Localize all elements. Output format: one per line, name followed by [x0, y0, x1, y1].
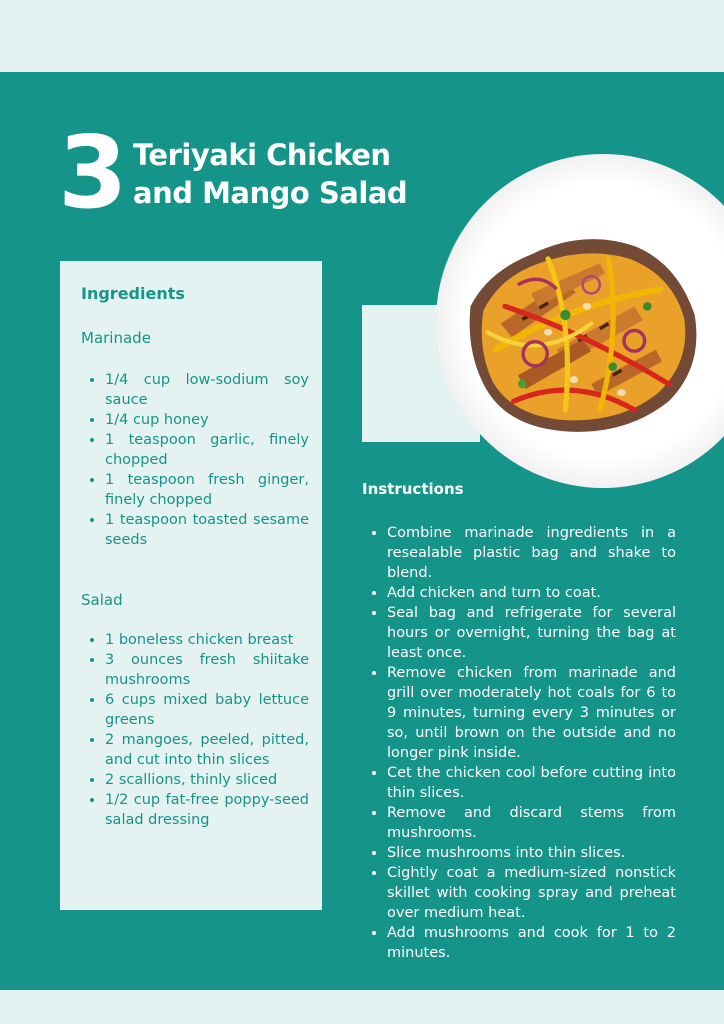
instruction-step: • Remove and discard stems from mushrooms. — [387, 803, 676, 843]
list-item: • 2 mangoes, peeled, pitted, and cut into thin slices — [105, 730, 309, 770]
list-item: • 1 teaspoon toasted sesame seeds — [105, 510, 309, 550]
instruction-step: • Slice mushrooms into thin slices. — [387, 843, 676, 863]
ingredients-heading: Ingredients — [81, 284, 185, 303]
list-item: • 3 ounces fresh shiitake mushrooms — [105, 650, 309, 690]
salad-subheading: Salad — [81, 591, 123, 609]
recipe-title-line-1: Teriyaki Chicken — [133, 138, 391, 172]
list-item: • 1 boneless chicken breast — [105, 630, 309, 650]
ingredients-card — [60, 261, 322, 910]
list-item: • 1 teaspoon fresh ginger, finely chopped — [105, 470, 309, 510]
instructions-list — [366, 523, 676, 963]
instruction-step: • Seal bag and refrigerate for several hours or overnight, turning the bag at least once. — [387, 603, 676, 663]
list-item: • 2 scallions, thinly sliced — [105, 770, 309, 790]
marinade-subheading: Marinade — [81, 329, 151, 347]
instruction-step: • Cightly coat a medium-sized nonstick skillet with cooking spray and preheat over medium heat. — [387, 863, 676, 923]
instruction-step: • Add mushrooms and cook for 1 to 2 minutes. — [387, 923, 676, 963]
list-item: • 1/2 cup fat-free poppy-seed salad dressing — [105, 790, 309, 830]
recipe-title — [133, 136, 463, 212]
salad-list — [81, 630, 309, 830]
instruction-step: • Remove chicken from marinade and grill over moderately hot coals for 6 to 9 minutes, turning every 3 minutes or so, until brown on the outside and no longer pink inside. — [387, 663, 676, 763]
instructions-heading: Instructions — [362, 480, 464, 498]
instruction-step: • Combine marinade ingredients in a resealable plastic bag and shake to blend. — [387, 523, 676, 583]
instruction-step: • Cet the chicken cool before cutting into thin slices. — [387, 763, 676, 803]
list-item: • 1/4 cup low-sodium soy sauce — [105, 370, 309, 410]
recipe-number: 3 — [58, 114, 126, 231]
list-item: • 6 cups mixed baby lettuce greens — [105, 690, 309, 730]
salad-plate-photo — [436, 154, 724, 488]
salad-illustration — [436, 154, 724, 488]
list-item: • 1 teaspoon garlic, finely chopped — [105, 430, 309, 470]
list-item: • 1/4 cup honey — [105, 410, 309, 430]
recipe-title-line-2: and Mango Salad — [133, 176, 408, 210]
instruction-step: • Add chicken and turn to coat. — [387, 583, 676, 603]
marinade-list — [81, 370, 309, 550]
